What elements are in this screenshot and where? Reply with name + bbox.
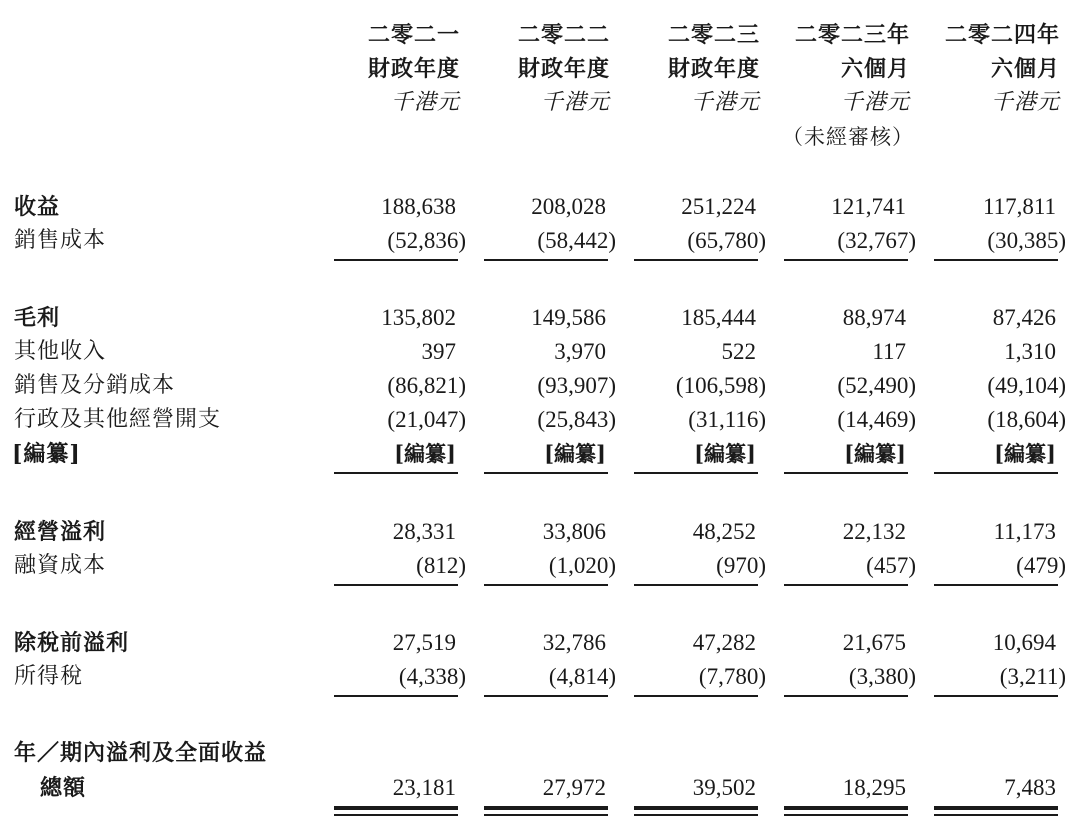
column-period: 六個月 [990, 56, 1060, 82]
subtotal-rule [934, 695, 1058, 697]
column-period: 財政年度 [367, 56, 460, 82]
value-cell: (4,814) [548, 664, 616, 689]
value-cell: 39,502 [692, 775, 756, 800]
row-redacted [0, 437, 1080, 471]
row-finance-costs [0, 549, 1080, 583]
subtotal-rule [784, 584, 908, 586]
subtotal-rule [484, 584, 608, 586]
column-year: 二零二一 [367, 22, 460, 48]
value-cell: (86,821) [387, 373, 466, 398]
row-revenue [0, 190, 1080, 224]
row-label: 毛利 [14, 305, 61, 331]
value-cell: 87,426 [992, 305, 1056, 330]
subtotal-rule [334, 695, 458, 697]
value-cell: 117 [872, 339, 906, 364]
subtotal-rule [634, 584, 758, 586]
total-double-rule [484, 806, 608, 810]
subtotal-rule [334, 472, 458, 474]
row-label: 行政及其他經營開支 [14, 407, 222, 432]
row-label: 經營溢利 [14, 519, 107, 545]
value-cell: (18,604) [987, 407, 1066, 432]
column-year: 二零二二 [517, 22, 610, 48]
column-unit: 千港元 [390, 90, 460, 115]
total-double-rule [784, 814, 908, 816]
value-cell: (65,780) [687, 228, 766, 253]
row-total-profit [0, 771, 1080, 805]
value-cell: [編纂] [994, 441, 1056, 466]
value-cell: 522 [721, 339, 756, 364]
subtotal-rule [634, 472, 758, 474]
row-admin-other-expenses [0, 403, 1080, 437]
value-cell: (93,907) [537, 373, 616, 398]
value-cell: 397 [421, 339, 456, 364]
column-period: 六個月 [840, 56, 910, 82]
unaudited-note: （未經審核） [782, 125, 914, 149]
value-cell: (58,442) [537, 228, 616, 253]
total-double-rule [634, 814, 758, 816]
value-cell: (7,780) [698, 664, 766, 689]
row-cost-of-sales [0, 224, 1080, 258]
value-cell: 208,028 [531, 194, 606, 219]
subtotal-rule [484, 695, 608, 697]
row-selling-distribution [0, 369, 1080, 403]
total-double-rule [334, 814, 458, 816]
value-cell: (812) [416, 553, 466, 578]
subtotal-rule [334, 259, 458, 261]
column-unit: 千港元 [990, 90, 1060, 115]
value-cell: (30,385) [987, 228, 1066, 253]
value-cell: 7,483 [1004, 775, 1056, 800]
value-cell: 188,638 [381, 194, 456, 219]
total-double-rule [334, 806, 458, 810]
total-double-rule [784, 806, 908, 810]
column-period: 財政年度 [667, 56, 760, 82]
row-label: 收益 [14, 194, 61, 220]
value-cell: 121,741 [831, 194, 906, 219]
subtotal-rule [634, 695, 758, 697]
value-cell: (14,469) [837, 407, 916, 432]
column-unit: 千港元 [690, 90, 760, 115]
value-cell: 251,224 [681, 194, 756, 219]
subtotal-rule [634, 259, 758, 261]
value-cell: 48,252 [692, 519, 756, 544]
row-label: [編纂] [12, 441, 81, 467]
value-cell: 28,331 [392, 519, 456, 544]
total-double-rule [934, 814, 1058, 816]
value-cell: 18,295 [842, 775, 906, 800]
value-cell: 185,444 [681, 305, 756, 330]
column-header-fy2021 [330, 18, 460, 120]
value-cell: [編纂] [544, 441, 606, 466]
value-cell: 32,786 [542, 630, 606, 655]
total-double-rule [934, 806, 1058, 810]
value-cell: 27,972 [542, 775, 606, 800]
value-cell: (970) [716, 553, 766, 578]
column-period: 財政年度 [517, 56, 610, 82]
value-cell: 21,675 [842, 630, 906, 655]
column-unit: 千港元 [840, 90, 910, 115]
value-cell: (52,490) [837, 373, 916, 398]
value-cell: 23,181 [392, 775, 456, 800]
value-cell: (106,598) [675, 373, 766, 398]
row-profit-before-tax [0, 626, 1080, 660]
column-header-fy2023 [630, 18, 760, 120]
column-unit: 千港元 [540, 90, 610, 115]
value-cell: (479) [1016, 553, 1066, 578]
value-cell: 47,282 [692, 630, 756, 655]
value-cell: (52,836) [387, 228, 466, 253]
row-label: 融資成本 [14, 553, 107, 578]
column-year: 二零二三 [667, 22, 760, 48]
value-cell: 135,802 [381, 305, 456, 330]
subtotal-rule [784, 259, 908, 261]
value-cell: (31,116) [688, 407, 766, 432]
value-cell: (32,767) [837, 228, 916, 253]
value-cell: (4,338) [398, 664, 466, 689]
row-income-tax [0, 660, 1080, 694]
value-cell: (1,020) [548, 553, 616, 578]
value-cell: [編纂] [844, 441, 906, 466]
value-cell: (49,104) [987, 373, 1066, 398]
subtotal-rule [934, 259, 1058, 261]
column-header-6m2023 [780, 18, 914, 154]
value-cell: 149,586 [531, 305, 606, 330]
value-cell: (3,211) [999, 664, 1066, 689]
value-cell: 33,806 [542, 519, 606, 544]
value-cell: (25,843) [537, 407, 616, 432]
value-cell: 88,974 [842, 305, 906, 330]
value-cell: [編纂] [394, 441, 456, 466]
column-header-fy2022 [480, 18, 610, 120]
subtotal-rule [784, 472, 908, 474]
value-cell: 10,694 [992, 630, 1056, 655]
value-cell: 27,519 [392, 630, 456, 655]
row-label: 其他收入 [14, 339, 107, 364]
row-other-income [0, 335, 1080, 369]
row-label: 所得稅 [14, 664, 84, 689]
column-year: 二零二四年 [944, 22, 1060, 48]
value-cell: 1,310 [1004, 339, 1056, 364]
total-double-rule [634, 806, 758, 810]
total-double-rule [484, 814, 608, 816]
value-cell: 22,132 [842, 519, 906, 544]
row-label: 銷售成本 [14, 228, 107, 253]
subtotal-rule [334, 584, 458, 586]
subtotal-rule [484, 259, 608, 261]
row-label: 銷售及分銷成本 [14, 373, 176, 398]
row-total-profit-label-line1 [0, 736, 1080, 770]
row-label: 除稅前溢利 [14, 630, 130, 656]
value-cell: (21,047) [387, 407, 466, 432]
value-cell: (3,380) [848, 664, 916, 689]
subtotal-rule [934, 472, 1058, 474]
column-header-6m2024 [930, 18, 1060, 120]
value-cell: 117,811 [982, 194, 1056, 219]
value-cell: 3,970 [554, 339, 606, 364]
subtotal-rule [484, 472, 608, 474]
subtotal-rule [934, 584, 1058, 586]
row-gross-profit [0, 301, 1080, 335]
row-operating-profit [0, 515, 1080, 549]
subtotal-rule [784, 695, 908, 697]
value-cell: [編纂] [694, 441, 756, 466]
row-label: 總額 [40, 775, 87, 801]
value-cell: (457) [866, 553, 916, 578]
column-year: 二零二三年 [794, 22, 910, 48]
row-label: 年／期內溢利及全面收益 [14, 740, 268, 766]
value-cell: 11,173 [993, 519, 1056, 544]
